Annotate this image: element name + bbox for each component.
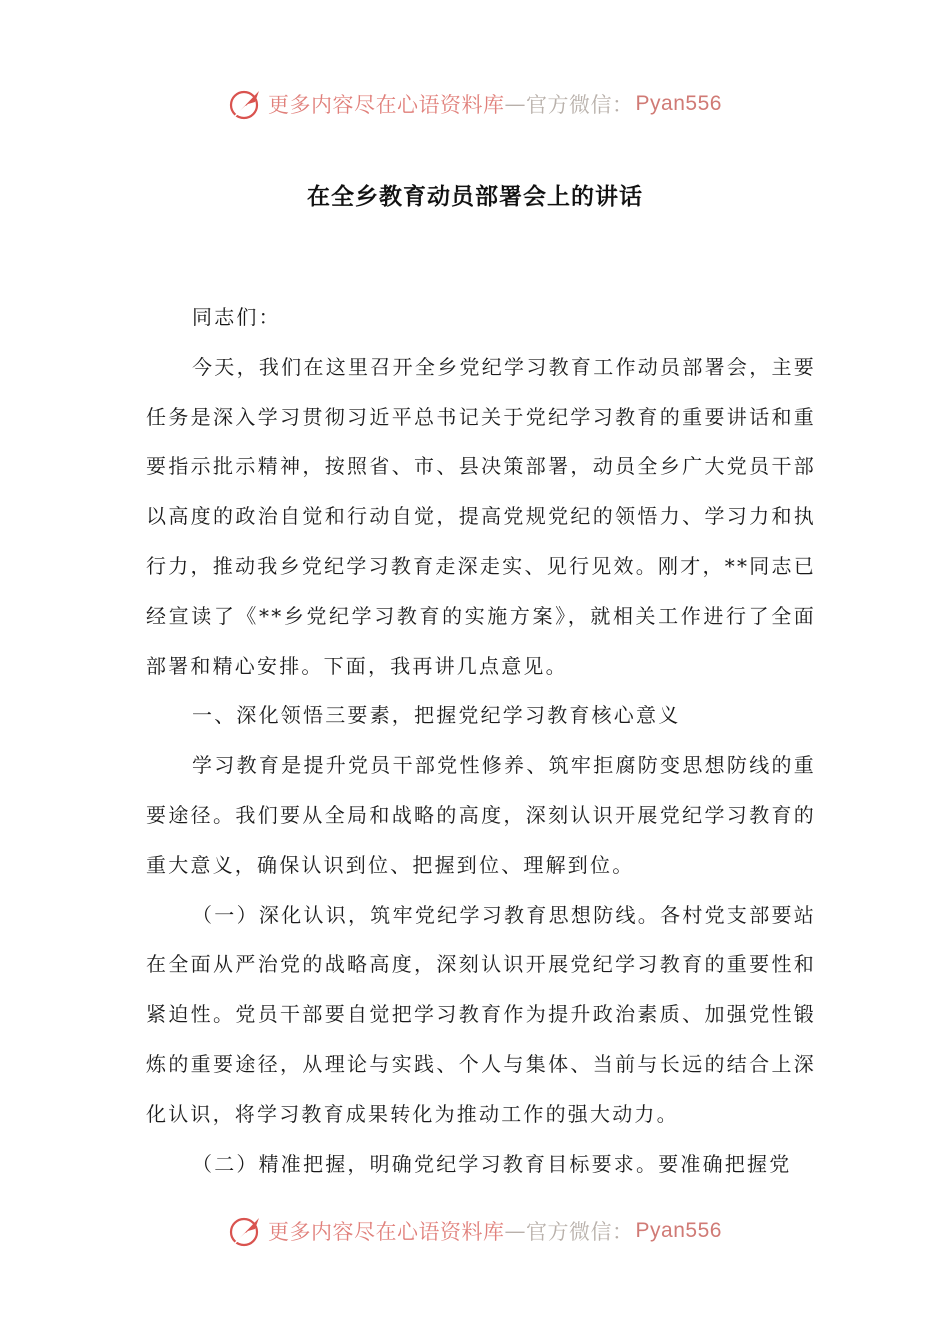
document-title: 在全乡教育动员部署会上的讲话 <box>307 184 643 210</box>
watermark-dash: — <box>504 1219 527 1243</box>
watermark-wechat-label: 官方微信： <box>526 93 634 117</box>
paragraph-subsection-2: （二）精准把握，明确党纪学习教育目标要求。要准确把握党 <box>192 1151 792 1176</box>
watermark-site-text: 更多内容尽在心语资料库 <box>268 1220 505 1244</box>
salutation: 同志们： <box>192 305 281 329</box>
quill-pen-logo-icon <box>228 86 264 122</box>
watermark-wechat-id: Pyan556 <box>635 92 722 115</box>
section-heading-1: 一、深化领悟三要素，把握党纪学习教育核心意义 <box>192 703 681 728</box>
watermark-banner-top <box>0 84 950 124</box>
paragraph-subsection-1: （一）深化认识，筑牢党纪学习教育思想防线。各村党支部要站在全面从严治党的战略高度，深刻认识开展党纪学习教育的重要性和紧迫性。党员干部要自觉把学习教育作为提升政治素质、加强党性锻炼的重要途径，从理论与实践、个人与集体、当前与长远的结合上深化认识，将学习教育成果转化为推动工作的强大动力。 <box>146 902 816 1126</box>
watermark-banner-bottom <box>0 1211 950 1251</box>
paragraph-opening: 今天，我们在这里召开全乡党纪学习教育工作动员部署会，主要任务是深入学习贯彻习近平总书记关于党纪学习教育的重要讲话和重要指示批示精神，按照省、市、县决策部署，动员全乡广大党员干部以高度的政治自觉和行动自觉，提高党规党纪的领悟力、学习力和执行力，推动我乡党纪学习教育走深走实、见行见效。刚才，**同志已经宣读了《**乡党纪学习教育的实施方案》，就相关工作进行了全面部署和精心安排。下面，我再讲几点意见。 <box>146 354 816 678</box>
document-body <box>146 293 816 1189</box>
watermark-wechat-label: 官方微信： <box>526 1220 634 1244</box>
paragraph-section-1: 学习教育是提升党员干部党性修养、筑牢拒腐防变思想防线的重要途径。我们要从全局和战略的高度，深刻认识开展党纪学习教育的重大意义，确保认识到位、把握到位、理解到位。 <box>146 753 816 877</box>
quill-pen-logo-icon <box>228 1213 264 1249</box>
watermark-dash: — <box>504 92 527 116</box>
watermark-site-text: 更多内容尽在心语资料库 <box>268 93 505 117</box>
watermark-wechat-id: Pyan556 <box>635 1219 722 1242</box>
